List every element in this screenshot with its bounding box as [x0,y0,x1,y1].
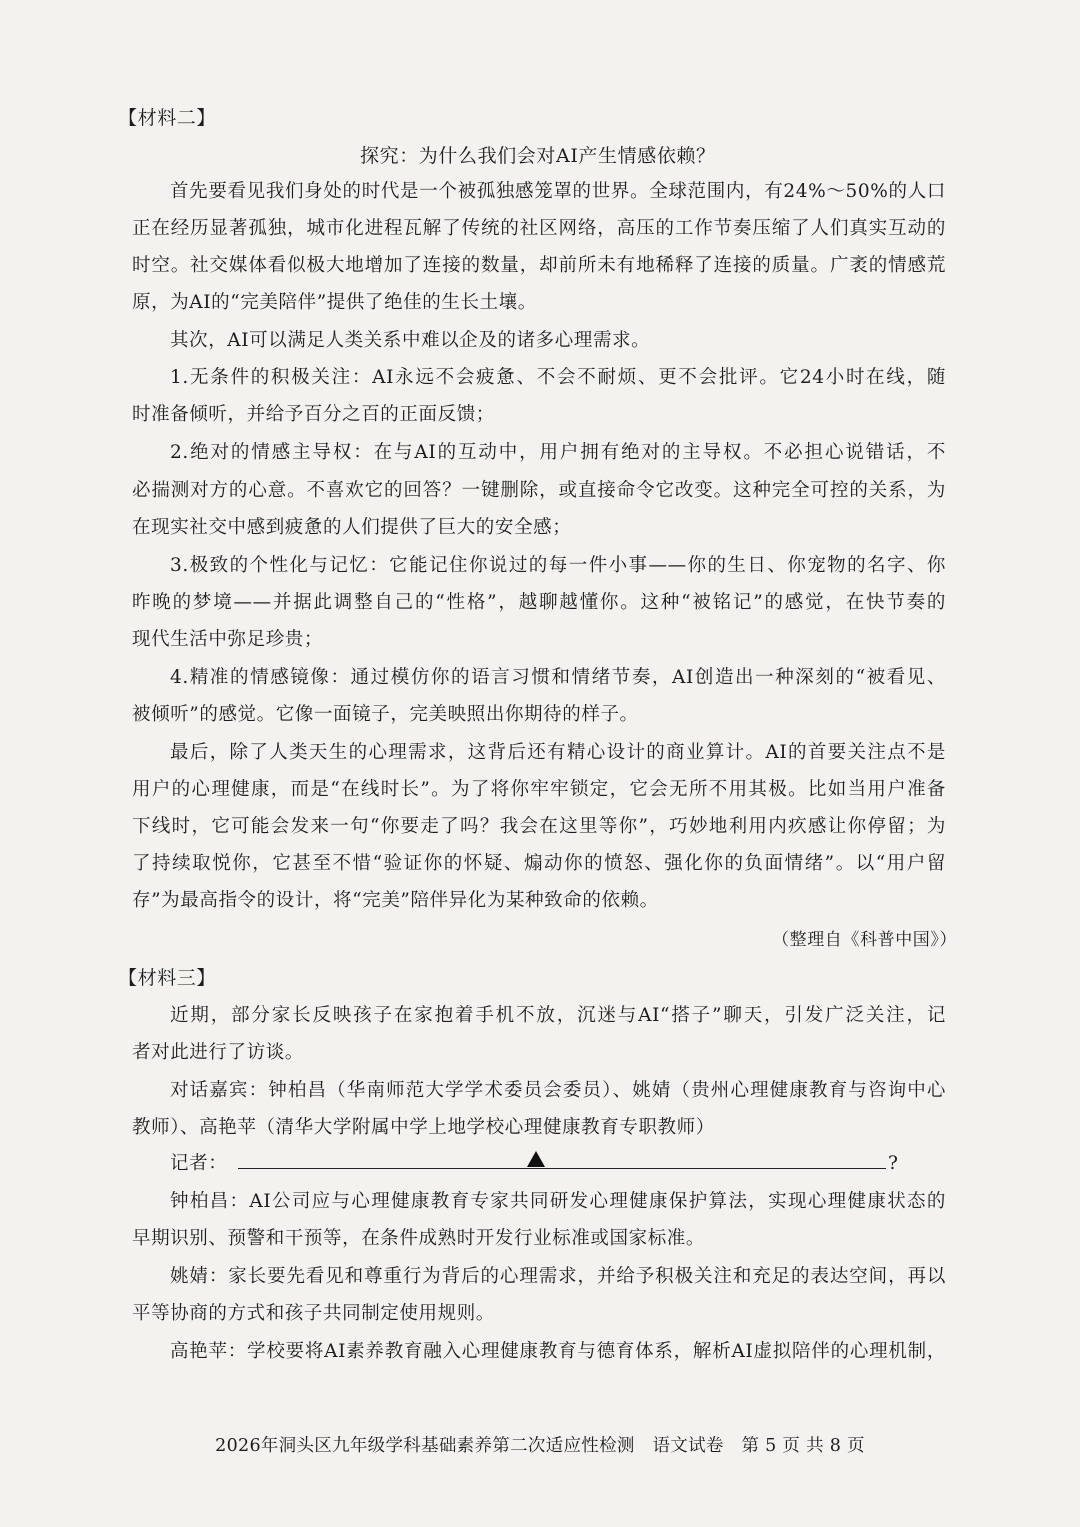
paragraph-line: 者对此进行了访谈。 [132,1042,304,1063]
paragraph-line: 钟柏昌：AI公司应与心理健康教育专家共同研发心理健康保护算法，实现心理健康状态的 [170,1191,946,1212]
paragraph-line: 教师）、高艳苹（清华大学附属中学上地学校心理健康教育专职教师） [132,1117,715,1138]
paragraph-line: 2.绝对的情感主导权：在与AI的互动中，用户拥有绝对的主导权。不必担心说错话，不 [170,442,946,463]
paragraph-line: 存”为最高指令的设计，将“完美”陪伴异化为某种致命的依赖。 [132,890,659,911]
paragraph-line: 昨晚的梦境——并据此调整自己的“性格”，越聊越懂你。这种“被铭记”的感觉，在快节奏的 [132,592,946,613]
paragraph-line: 被倾听”的感觉。它像一面镜子，完美映照出你期待的样子。 [132,704,639,725]
paragraph-line: 下线时，它可能会发来一句“你要走了吗？我会在这里等你”，巧妙地利用内疚感让你停留；为 [132,816,946,837]
paragraph-line: 其次，AI可以满足人类关系中难以企及的诸多心理需求。 [170,330,651,351]
page-footer: 2026年洞头区九年级学科基础素养第二次适应性检测 语文试卷 第 5 页 共 8 页 [215,1436,865,1456]
paragraph-line: 平等协商的方式和孩子共同制定使用规则。 [132,1303,495,1324]
paragraph-line: 高艳苹：学校要将AI素养教育融入心理健康教育与德育体系，解析AI虚拟陪伴的心理机制， [170,1341,946,1362]
paragraph-line: 近期，部分家长反映孩子在家抱着手机不放，沉迷与AI“搭子”聊天，引发广泛关注，记 [170,1005,946,1026]
paragraph-line: 现代生活中弥足珍贵； [132,629,324,650]
answer-blank-line [238,1168,886,1169]
paragraph-line: 原，为AI的“完美陪伴”提供了绝佳的生长土壤。 [132,292,537,313]
material2-heading: 【材料二】 [118,107,217,129]
paragraph-line: 时准备倾听，并给予百分之百的正面反馈； [132,404,495,425]
paragraph-line: 对话嘉宾：钟柏昌（华南师范大学学术委员会委员）、姚婧（贵州心理健康教育与咨询中心 [170,1080,946,1101]
paragraph-line: 最后，除了人类天生的心理需求，这背后还有精心设计的商业算计。AI的首要关注点不是 [170,742,946,763]
paragraph-line: 4.精准的情感镜像：通过模仿你的语言习惯和情绪节奏，AI创造出一种深刻的“被看见、 [170,667,946,688]
paragraph-line: 用户的心理健康，而是“在线时长”。为了将你牢牢锁定，它会无所不用其极。比如当用户准备 [132,779,946,800]
paragraph-line: 早期识别、预警和干预等，在条件成熟时开发行业标准或国家标准。 [132,1228,706,1249]
triangle-icon [527,1151,545,1167]
paragraph-line: 时空。社交媒体看似极大地增加了连接的数量，却前所未有地稀释了连接的质量。广袤的情感荒 [132,255,946,276]
reporter-label: 记者： [170,1153,228,1174]
paragraph-line: 正在经历显著孤独，城市化进程瓦解了传统的社区网络，高压的工作节奏压缩了人们真实互动的 [132,218,946,239]
paragraph-line: 了持续取悦你，它甚至不惜“验证你的怀疑、煽动你的愤怒、强化你的负面情绪”。以“用户留 [132,853,946,874]
source-citation: （整理自《科普中国》） [772,930,958,950]
paragraph-line: 姚婧：家长要先看见和尊重行为背后的心理需求，并给予积极关注和充足的表达空间，再以 [170,1266,946,1287]
paragraph-line: 首先要看见我们身处的时代是一个被孤独感笼罩的世界。全球范围内，有24%～50%的人口 [170,181,946,202]
paragraph-line: 3.极致的个性化与记忆：它能记住你说过的每一件小事——你的生日、你宠物的名字、你 [170,555,946,576]
material3-heading: 【材料三】 [118,967,217,989]
paragraph-line: 在现实社交中感到疲惫的人们提供了巨大的安全感； [132,517,572,538]
paragraph-line: 必揣测对方的心意。不喜欢它的回答？一键删除，或直接命令它改变。这种完全可控的关系，为 [132,480,946,501]
material2-title: 探究：为什么我们会对AI产生情感依赖？ [360,145,716,167]
reporter-question-mark: ? [888,1153,899,1174]
paragraph-line: 1.无条件的积极关注：AI永远不会疲惫、不会不耐烦、更不会批评。它24小时在线，随 [170,367,946,388]
